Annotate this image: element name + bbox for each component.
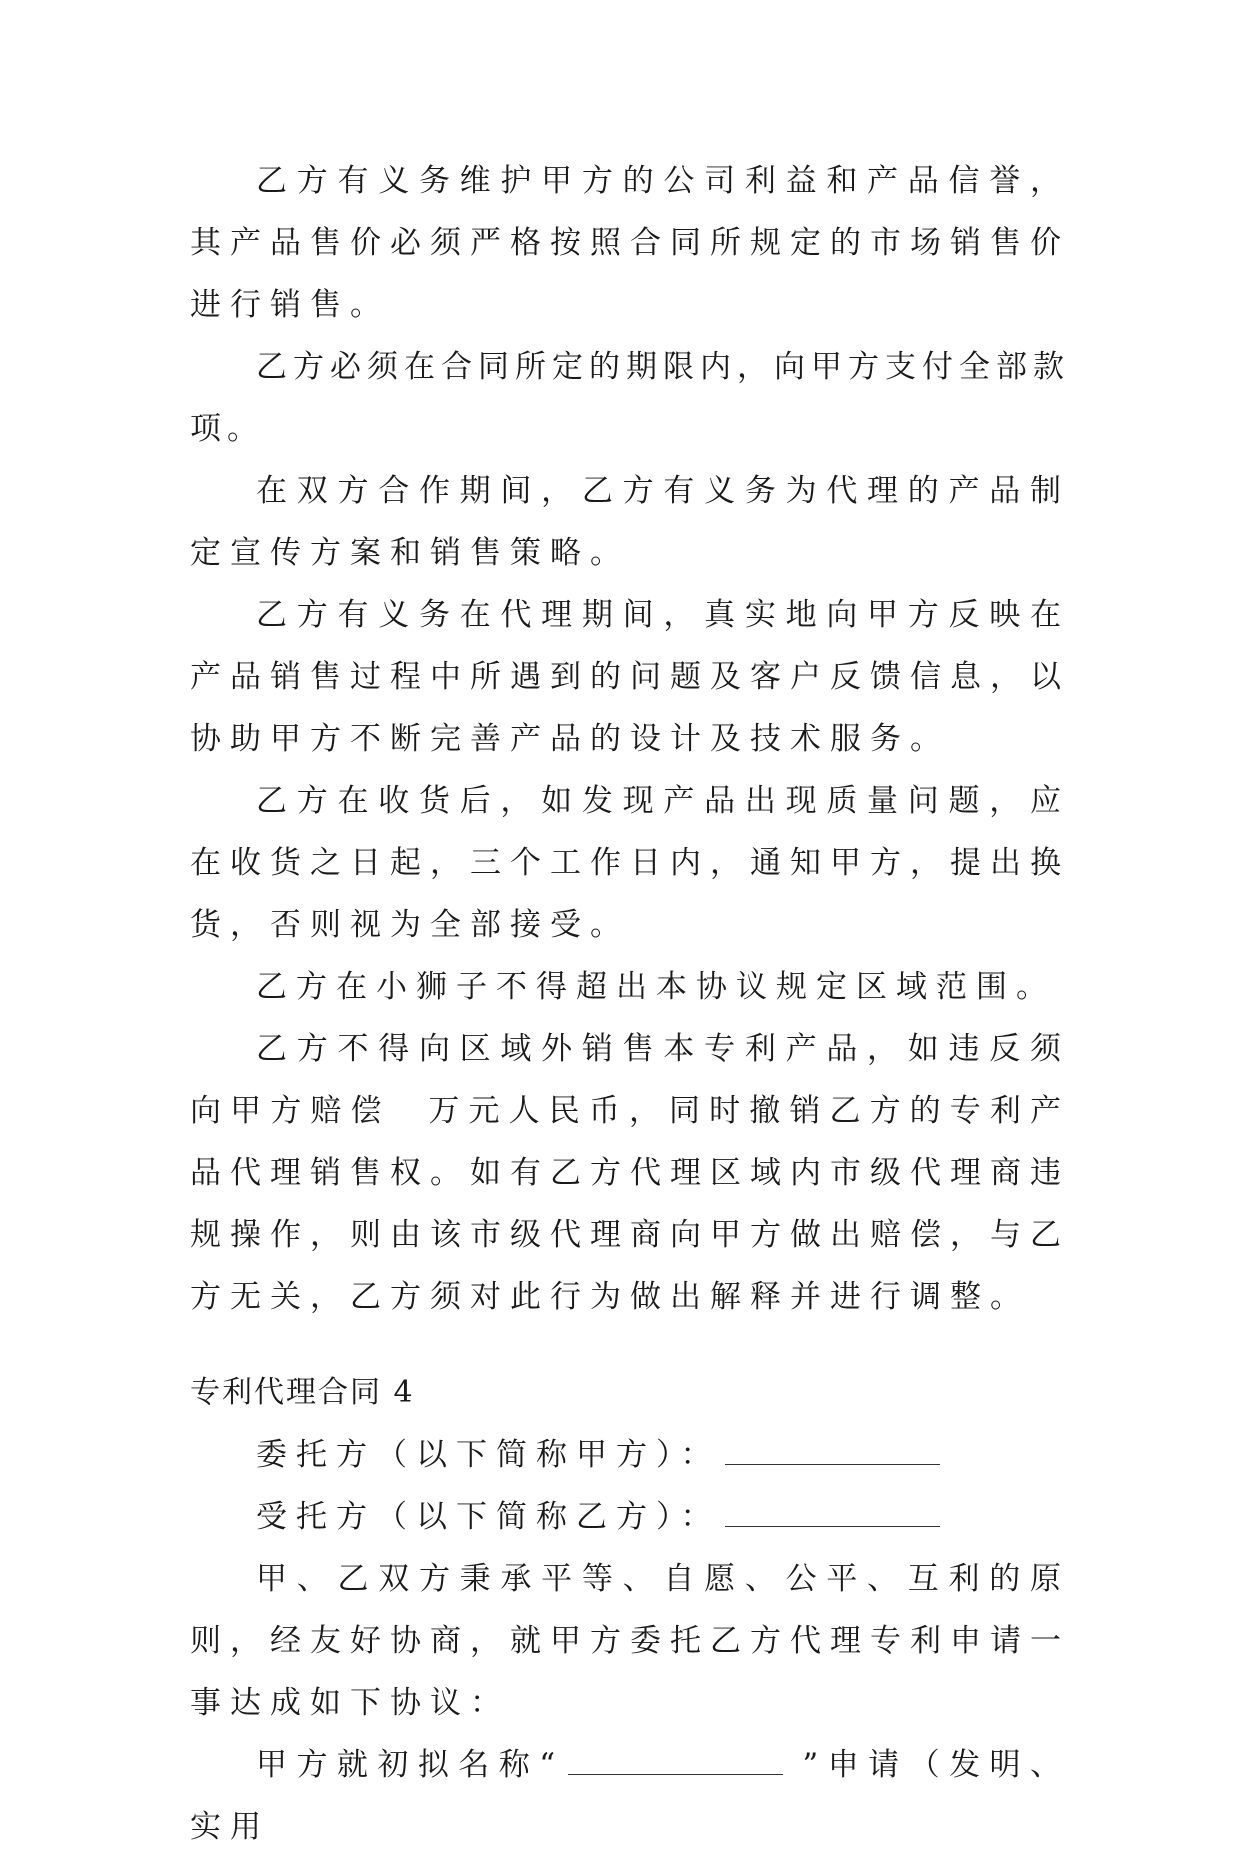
- agent-label: 受托方（以下简称乙方）：: [256, 1499, 721, 1535]
- document-page: [190, 150, 1070, 1858]
- name-blank: [568, 1748, 783, 1775]
- agent-blank: [725, 1500, 940, 1527]
- principle-paragraph: 甲、乙双方秉承平等、自愿、公平、互利的原则，经友好协商，就甲方委托乙方代理专利申请一事达成如下协议：: [190, 1561, 1070, 1721]
- paragraph-7: 乙方不得向区域外销售本专利产品，如违反须向甲方赔偿 万元人民币，同时撤销乙方的专利产品代理销售权。如有乙方代理区域内市级代理商违规操作，则由该市级代理商向甲方做出赔偿，与乙方无关，乙方须对此行为做出解释并进行调整。: [190, 1031, 1070, 1315]
- paragraph-2: 乙方必须在合同所定的期限内，向甲方支付全部款项。: [190, 349, 1070, 447]
- contract-heading: 专利代理合同 4: [190, 1375, 415, 1410]
- last-line: [190, 1734, 1070, 1858]
- paragraph-1: 乙方有义务维护甲方的公司利益和产品信誉，其产品售价必须严格按照合同所规定的市场销售价进行销售。: [190, 163, 1070, 323]
- paragraph-5: 乙方在收货后，如发现产品出现质量问题，应在收货之日起，三个工作日内，通知甲方，提出换货，否则视为全部接受。: [190, 783, 1070, 943]
- paragraph-3: 在双方合作期间，乙方有义务为代理的产品制定宣传方案和销售策略。: [190, 473, 1070, 571]
- paragraph-6: 乙方在小狮子不得超出本协议规定区域范围。: [256, 969, 1056, 1005]
- last-line-suffix: ”申请（发明、实用: [190, 1747, 1070, 1845]
- client-line: [190, 1424, 1070, 1486]
- agent-line: [190, 1486, 1070, 1548]
- paragraph-4: 乙方有义务在代理期间，真实地向甲方反映在产品销售过程中所遇到的问题及客户反馈信息，以协助甲方不断完善产品的设计及技术服务。: [190, 597, 1070, 757]
- last-line-prefix: 甲方就初拟名称“: [256, 1747, 565, 1783]
- client-blank: [725, 1438, 940, 1465]
- client-label: 委托方（以下简称甲方）：: [256, 1437, 721, 1473]
